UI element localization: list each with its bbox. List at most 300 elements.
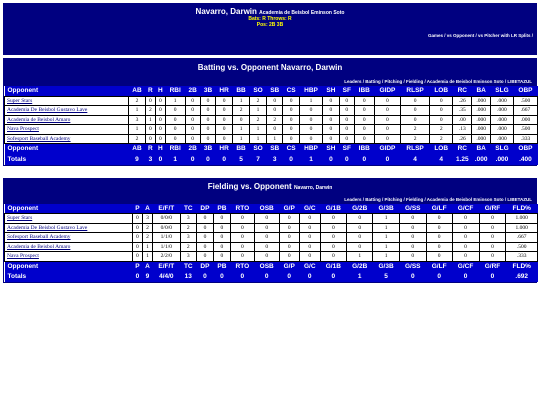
stat-cell: 3 [142, 214, 152, 224]
column-header: RTO [230, 204, 254, 214]
stat-cell: 0 [339, 115, 354, 125]
stat-cell: 0 [323, 134, 339, 144]
fielding-footer-row [5, 261, 538, 271]
stat-cell: 0 [283, 106, 299, 116]
totals-cell: 4 [429, 154, 452, 165]
batting-nav-links[interactable]: Leaders / Batting / Pitching / Fielding / Academia de Beisbol Eminson Soto / LIBETAZUL [4, 77, 536, 86]
opponent-link[interactable]: Sofesport Baseball Academy [5, 233, 133, 243]
stat-cell: 1 [233, 125, 250, 135]
column-header: H [155, 86, 165, 96]
stat-cell: 1 [145, 115, 155, 125]
stat-cell: 1 [142, 242, 152, 252]
stat-cell: 0 [479, 214, 506, 224]
column-header: TC [180, 261, 196, 271]
bats-throws: Bats: R Throws: R [248, 16, 292, 22]
stat-cell: 0 [279, 252, 299, 262]
column-header: AB [128, 144, 145, 154]
stat-cell: 0 [155, 125, 165, 135]
stat-cell: 0 [347, 242, 373, 252]
totals-cell: 0 [185, 154, 200, 165]
stat-cell: .000 [491, 115, 514, 125]
stat-cell: 2 [250, 96, 267, 106]
opponent-link[interactable]: Academia De Beisbol Gustavo Lave [5, 223, 133, 233]
column-header: SB [267, 144, 283, 154]
stat-cell: 1 [250, 106, 267, 116]
stat-cell: 0 [196, 233, 213, 243]
stat-cell: 0 [426, 223, 452, 233]
stat-cell: 0 [254, 214, 279, 224]
stat-cell: 0 [299, 134, 322, 144]
column-header: SLG [491, 86, 514, 96]
stat-cell: 1/1/0 [153, 233, 180, 243]
stat-cell: 0 [429, 106, 452, 116]
stat-cell: 0 [320, 223, 346, 233]
stat-cell: 0 [452, 242, 479, 252]
stat-cell: 0 [216, 96, 233, 106]
stat-cell: 0 [426, 252, 452, 262]
totals-cell: 0 [200, 154, 215, 165]
stat-cell: 0 [399, 242, 426, 252]
stat-cell: 0 [213, 252, 230, 262]
stat-cell: 0 [374, 106, 401, 116]
opponent-link[interactable]: Academia de Beisbol Amaro [5, 242, 133, 252]
stat-cell: 1/1/0 [153, 242, 180, 252]
stat-cell: .667 [506, 233, 538, 243]
stat-cell: 0 [279, 214, 299, 224]
column-header: CS [283, 144, 299, 154]
column-header: A [142, 261, 152, 271]
stat-cell: 0 [254, 223, 279, 233]
column-header: A [142, 204, 152, 214]
column-header: E/F/T [153, 261, 180, 271]
stat-cell: 0 [155, 134, 165, 144]
stat-cell: 2 [142, 233, 152, 243]
stat-cell: 3 [180, 214, 196, 224]
stat-cell: 1 [250, 134, 267, 144]
stat-cell: 0 [213, 214, 230, 224]
totals-cell: 0 [213, 271, 230, 282]
totals-cell: .000 [491, 154, 514, 165]
stat-cell: 0 [185, 115, 200, 125]
column-header: FLD% [506, 204, 538, 214]
column-header: G/3B [373, 204, 399, 214]
stat-cell: 0 [254, 242, 279, 252]
player-nav-links[interactable]: Games / vs Opponent / vs Pitcher with LR Splits / [427, 33, 533, 38]
stat-cell: 3 [128, 115, 145, 125]
column-header: G/1B [320, 261, 346, 271]
column-header: BB [233, 86, 250, 96]
column-header: LOB [429, 144, 452, 154]
stat-cell: 1 [128, 106, 145, 116]
stat-cell: 2/2/0 [153, 252, 180, 262]
stat-cell: 0 [347, 233, 373, 243]
stat-cell: 0 [200, 106, 215, 116]
stat-cell: 0 [185, 125, 200, 135]
column-header: Opponent [5, 204, 133, 214]
stat-cell: .35 [453, 106, 472, 116]
totals-cell: .000 [472, 154, 491, 165]
stat-cell: 0 [133, 223, 143, 233]
stat-cell: 3 [180, 252, 196, 262]
stat-cell: 0 [426, 242, 452, 252]
column-header: SB [267, 86, 283, 96]
stat-cell: 0 [354, 106, 374, 116]
column-header: OSB [254, 204, 279, 214]
stat-cell: 0 [200, 134, 215, 144]
stat-cell: .000 [513, 115, 537, 125]
stat-cell: 0 [339, 125, 354, 135]
stat-cell: 0 [230, 242, 254, 252]
batting-header-row [5, 86, 538, 96]
column-header: BA [472, 86, 491, 96]
stat-cell: 0 [216, 106, 233, 116]
totals-label: Totals [5, 271, 133, 282]
stat-cell: 0 [299, 252, 320, 262]
stat-cell: 0 [279, 233, 299, 243]
stat-cell: 1 [373, 214, 399, 224]
column-header: PB [213, 261, 230, 271]
column-header: HR [216, 144, 233, 154]
column-header: G/CF [452, 204, 479, 214]
totals-cell: 0 [374, 154, 401, 165]
column-header: R [145, 86, 155, 96]
totals-cell: 0 [320, 271, 346, 282]
stat-cell: 0 [216, 134, 233, 144]
fielding-table [4, 204, 538, 283]
column-header: H [155, 144, 165, 154]
stat-cell: 0 [279, 223, 299, 233]
column-header: OBP [513, 144, 537, 154]
column-header: P [133, 261, 143, 271]
column-header: BA [472, 144, 491, 154]
column-header: GIDP [374, 144, 401, 154]
column-header: SO [250, 86, 267, 96]
totals-cell: 0 [230, 271, 254, 282]
stat-cell: 0 [323, 115, 339, 125]
column-header: G/3B [373, 261, 399, 271]
column-header: 2B [185, 144, 200, 154]
stat-cell: 2 [142, 223, 152, 233]
table-row [5, 233, 538, 243]
batting-title: Batting vs. Opponent [197, 63, 279, 72]
stat-cell: 1 [142, 252, 152, 262]
stat-cell: .500 [506, 242, 538, 252]
opponent-link[interactable]: Super Stars [5, 96, 129, 106]
stat-cell: 0 [299, 115, 322, 125]
stat-cell: 2 [401, 125, 430, 135]
fielding-subtitle: Navarro, Darwin [293, 184, 333, 191]
column-header: G/CF [452, 261, 479, 271]
table-row [5, 214, 538, 224]
column-header: G/C [299, 261, 320, 271]
stat-cell: .000 [491, 96, 514, 106]
stat-cell: 0 [213, 233, 230, 243]
stat-cell: 2 [429, 125, 452, 135]
stat-cell: 0 [479, 233, 506, 243]
totals-cell: 1 [347, 271, 373, 282]
stat-cell: 0 [145, 134, 155, 144]
stat-cell: .00 [453, 115, 472, 125]
stat-cell: 0 [254, 252, 279, 262]
stat-cell: 0 [399, 214, 426, 224]
stat-cell: 1 [373, 242, 399, 252]
totals-cell: .400 [513, 154, 537, 165]
stat-cell: 0 [133, 252, 143, 262]
column-header: AB [128, 86, 145, 96]
batting-subtitle: Navarro, Darwin [280, 63, 343, 72]
stat-cell: 0 [354, 96, 374, 106]
stat-cell: 0 [399, 252, 426, 262]
stat-cell: 0 [399, 233, 426, 243]
totals-cell: 1 [299, 154, 322, 165]
positions: Pos: 2B 3B [256, 22, 284, 28]
column-header: Opponent [5, 261, 133, 271]
stat-cell: 0 [374, 115, 401, 125]
column-header: CS [283, 86, 299, 96]
opponent-link[interactable]: Academia de Beisbol Amaro [5, 115, 129, 125]
column-header: R [145, 144, 155, 154]
totals-cell: 0 [479, 271, 506, 282]
stat-cell: 0 [347, 223, 373, 233]
stat-cell: 1 [347, 252, 373, 262]
column-header: RBI [165, 86, 185, 96]
player-title [3, 3, 537, 16]
column-header: Opponent [5, 144, 129, 154]
stat-cell: 0 [279, 242, 299, 252]
batting-totals-row [5, 154, 538, 165]
stat-cell: .000 [491, 125, 514, 135]
opponent-link[interactable]: Academia De Beisbol Gustavo Lave [5, 106, 129, 116]
column-header: G/LF [426, 261, 452, 271]
stat-cell: 0 [155, 96, 165, 106]
column-header: RC [453, 144, 472, 154]
table-row [5, 252, 538, 262]
stat-cell: 0 [185, 96, 200, 106]
column-header: SF [339, 144, 354, 154]
stat-cell: 0 [267, 106, 283, 116]
fielding-section-title [4, 179, 536, 195]
column-header: TC [180, 204, 196, 214]
stat-cell: 1.000 [506, 223, 538, 233]
totals-cell: 4/4/0 [153, 271, 180, 282]
totals-label: Totals [5, 154, 129, 165]
stat-cell: 0 [452, 233, 479, 243]
totals-cell: 0 [354, 154, 374, 165]
fielding-title: Fielding vs. Opponent [207, 181, 292, 191]
stat-cell: 0 [165, 125, 185, 135]
totals-cell: 0 [452, 271, 479, 282]
column-header: RC [453, 86, 472, 96]
stat-cell: 2 [267, 115, 283, 125]
totals-cell: 1.25 [453, 154, 472, 165]
stat-cell: 0 [374, 134, 401, 144]
stat-cell: 0 [196, 242, 213, 252]
column-header: HR [216, 86, 233, 96]
stat-cell: .500 [513, 125, 537, 135]
stat-cell: 0 [230, 252, 254, 262]
stat-cell: .333 [513, 134, 537, 144]
column-header: SO [250, 144, 267, 154]
totals-cell: 0 [299, 271, 320, 282]
stat-cell: .000 [472, 134, 491, 144]
stat-cell: 1 [128, 125, 145, 135]
column-header: FLD% [506, 261, 538, 271]
stat-cell: .000 [472, 125, 491, 135]
stat-cell: 0 [185, 106, 200, 116]
stat-cell: 0 [133, 214, 143, 224]
totals-cell: 1 [165, 154, 185, 165]
stat-cell: .26 [453, 134, 472, 144]
totals-cell: 3 [267, 154, 283, 165]
stat-cell: 0 [230, 233, 254, 243]
table-row [5, 106, 538, 116]
stat-cell: 0 [374, 96, 401, 106]
column-header: G/LF [426, 204, 452, 214]
stat-cell: 0 [213, 223, 230, 233]
table-row [5, 223, 538, 233]
stat-cell: 0 [320, 214, 346, 224]
stat-cell: 2 [145, 106, 155, 116]
totals-cell: 0 [279, 271, 299, 282]
stat-cell: 0 [216, 125, 233, 135]
column-header: PB [213, 204, 230, 214]
column-header: DP [196, 204, 213, 214]
stat-cell: 2 [233, 106, 250, 116]
stat-cell: 0 [165, 115, 185, 125]
stat-cell: 0 [230, 214, 254, 224]
column-header: SH [323, 86, 339, 96]
totals-cell: 0 [323, 154, 339, 165]
column-header: Opponent [5, 86, 129, 96]
stat-cell: 1 [250, 125, 267, 135]
totals-cell: 3 [145, 154, 155, 165]
opponent-link[interactable]: Sofesport Baseball Academy [5, 134, 129, 144]
stat-cell: 0 [339, 96, 354, 106]
stat-cell: .000 [491, 106, 514, 116]
column-header: G/C [299, 204, 320, 214]
player-name: Navarro, Darwin [195, 7, 257, 16]
opponent-link[interactable]: Nava Prospect [5, 125, 129, 135]
column-header: RLSP [401, 144, 430, 154]
stat-cell: 0 [354, 125, 374, 135]
stat-cell: 0 [339, 106, 354, 116]
stat-cell: 0 [230, 223, 254, 233]
stat-cell: 0 [479, 252, 506, 262]
stat-cell: 0 [267, 125, 283, 135]
column-header: LOB [429, 86, 452, 96]
stat-cell: .13 [453, 125, 472, 135]
column-header: G/P [279, 261, 299, 271]
stat-cell: 2 [401, 134, 430, 144]
stat-cell: 0 [299, 223, 320, 233]
totals-cell: 9 [128, 154, 145, 165]
stat-cell: 2 [128, 134, 145, 144]
column-header: E/F/T [153, 204, 180, 214]
stat-cell: 0 [200, 96, 215, 106]
stat-cell: 0 [452, 214, 479, 224]
stat-cell: 0 [374, 125, 401, 135]
opponent-link[interactable]: Super Stars [5, 214, 133, 224]
column-header: 3B [200, 144, 215, 154]
stat-cell: 0 [339, 134, 354, 144]
stat-cell: .26 [453, 96, 472, 106]
stat-cell: 0 [165, 134, 185, 144]
column-header: P [133, 204, 143, 214]
stat-cell: 0/0/0 [153, 223, 180, 233]
stat-cell: 0 [196, 214, 213, 224]
totals-cell: 0 [339, 154, 354, 165]
stat-cell: 1 [267, 134, 283, 144]
opponent-link[interactable]: Nava Prospect [5, 252, 133, 262]
stat-cell: 0 [426, 214, 452, 224]
player-team: Academia de Beisbol Eminson Soto [259, 10, 345, 16]
stat-cell: 0 [401, 106, 430, 116]
totals-cell: 7 [250, 154, 267, 165]
stat-cell: 1 [373, 233, 399, 243]
player-header [3, 3, 537, 55]
stat-cell: 2 [180, 223, 196, 233]
stat-cell: 0 [320, 233, 346, 243]
column-header: G/P [279, 204, 299, 214]
table-row [5, 115, 538, 125]
column-header: 2B [185, 86, 200, 96]
stat-cell: 0 [299, 125, 322, 135]
stat-cell: 0 [426, 233, 452, 243]
stat-cell: 0 [452, 252, 479, 262]
stat-cell: .500 [513, 96, 537, 106]
column-header: RBI [165, 144, 185, 154]
stat-cell: 0 [200, 125, 215, 135]
table-row [5, 134, 538, 144]
column-header: SLG [491, 144, 514, 154]
stat-cell: 0 [323, 96, 339, 106]
column-header: RTO [230, 261, 254, 271]
totals-cell: 0 [196, 271, 213, 282]
stat-cell: 2 [250, 115, 267, 125]
stat-cell: 0 [216, 115, 233, 125]
column-header: G/SS [399, 204, 426, 214]
stat-cell: 1 [373, 223, 399, 233]
stat-cell: 0 [233, 115, 250, 125]
stat-cell: 2 [180, 242, 196, 252]
column-header: G/RF [479, 204, 506, 214]
stat-cell: 1 [233, 96, 250, 106]
stat-cell: 0 [145, 125, 155, 135]
fielding-header-row [5, 204, 538, 214]
totals-cell: 13 [180, 271, 196, 282]
stat-cell: .333 [506, 252, 538, 262]
column-header: 3B [200, 86, 215, 96]
stat-cell: 2 [429, 134, 452, 144]
stat-cell: 0 [323, 125, 339, 135]
column-header: G/RF [479, 261, 506, 271]
stat-cell: 0 [299, 242, 320, 252]
totals-cell: 0 [426, 271, 452, 282]
stat-cell: 0 [354, 115, 374, 125]
stat-cell: 0 [401, 115, 430, 125]
stat-cell: 1 [299, 96, 322, 106]
fielding-totals-row [5, 271, 538, 282]
batting-footer-row [5, 144, 538, 154]
stat-cell: 0/0/0 [153, 214, 180, 224]
stat-cell: 0 [267, 96, 283, 106]
totals-cell: 0 [133, 271, 143, 282]
stat-cell: 1.000 [506, 214, 538, 224]
fielding-nav-links[interactable]: Leaders / Batting / Pitching / Fielding / Academia de Beisbol Eminson Soto / LIBETAZUL [4, 195, 536, 204]
stat-cell: 0 [185, 134, 200, 144]
stat-cell: 0 [323, 106, 339, 116]
totals-cell: 0 [399, 271, 426, 282]
